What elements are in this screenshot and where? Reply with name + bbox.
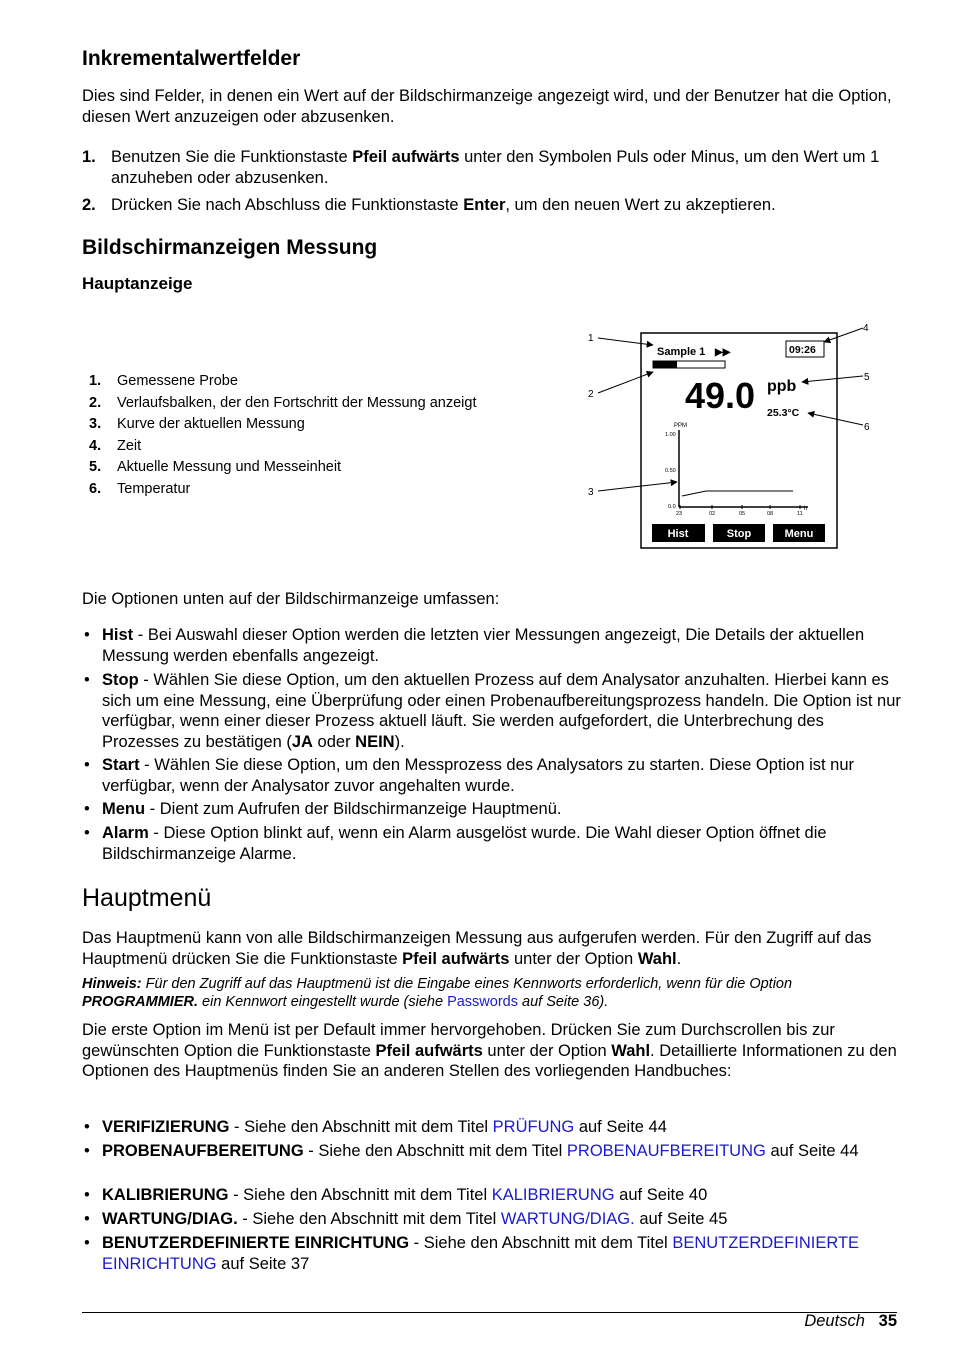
option-nein: NEIN [355, 732, 395, 751]
step-text: unter den Symbolen Puls oder Minus, um den Wert um 1 anzuheben oder abzusenken. [111, 148, 880, 187]
section-title-main-menu: Hauptmenü [82, 884, 212, 912]
x-tick-label: 23 [676, 511, 683, 517]
step-number: 1. [82, 148, 96, 166]
option-text: - Bei Auswahl dieser Option werden die letzten vier Messungen angezeigt, Die Details der aktuellen Messung werden ebenfalls angezeigt. [102, 626, 865, 665]
menu-item-probenaufbereitung: • PROBENAUFBEREITUNG - Siehe den Abschnitt mit dem Titel PROBENAUFBEREITUNG auf Seite 44 [84, 1142, 859, 1160]
device-screen-figure [583, 318, 878, 554]
page-number: 35 [878, 1312, 897, 1330]
options-intro: Die Optionen unten auf der Bildschirmanzeige umfassen: [82, 590, 500, 608]
softkey-menu-label: Menu [784, 528, 814, 540]
main-menu-intro: Das Hauptmenü kann von alle Bildschirmanzeigen Messung aus aufgerufen werden. Für den Zugriff auf das Hauptmenü drücken Sie die Funktionstaste Pfeil aufwärts unter der Option Wahl. [82, 929, 872, 968]
measurement-value: 49.0 [685, 375, 756, 416]
step-text: Benutzen Sie die Funktionstaste [111, 148, 353, 166]
y-tick-label: 0.0 [668, 504, 676, 510]
note: Hinweis: Für den Zugriff auf das Hauptmenü ist die Eingabe eines Kennworts erforderlich, wenn für die Option PROGRAMMIER. ein Kennwort eingestellt wurde (siehe Passwords auf Seite 36). [82, 976, 793, 1010]
x-tick-label: 11 [797, 511, 803, 517]
option-start: • Start - Wählen Sie diese Option, um den Messprozess des Analysators zu starten. Diese Option ist nur verfügbar, wenn der Analysator zuvor angehalten wurde. [84, 756, 855, 795]
callout-number: 4 [863, 323, 869, 334]
section-title-incremental: Inkrementalwertfelder [82, 47, 301, 70]
option-text: - Wählen Sie diese Option, um den aktuellen Prozess auf dem Analysator anzuhalten. Hierbei kann es sich um eine Messung, eine Überprüfung oder einen Probenaufbereitungsprozess handeln. Die Option ist nur verfügbar, wenn einer dieser Prozess aktuell läuft. Sie werden aufgefordert, die Unterbrechung des Prozesses zu bestätigen ( [102, 671, 901, 751]
option-name: Alarm [102, 824, 149, 842]
page-footer [804, 1312, 897, 1331]
callout-number: 5 [864, 372, 870, 383]
option-text: - Dient zum Aufrufen der Bildschirmanzeige Hauptmenü. [145, 800, 562, 818]
option-menu: • Menu - Dient zum Aufrufen der Bildschirmanzeige Hauptmenü. [84, 800, 562, 818]
option-text: - Diese Option blinkt auf, wenn ein Alarm ausgelöst wurde. Die Wahl dieser Option öffnet die Bildschirmanzeige Alarme. [102, 824, 827, 863]
legend-item: 3. Kurve der aktuellen Messung [89, 416, 305, 433]
progress-fill [653, 361, 677, 368]
menu-item-wartung: • WARTUNG/DIAG. - Siehe den Abschnitt mit dem Titel WARTUNG/DIAG. auf Seite 45 [84, 1210, 728, 1228]
x-tick-label: 02 [709, 511, 716, 517]
x-tick-label: 08 [767, 511, 774, 517]
callout-number: 6 [864, 422, 870, 433]
x-unit-label: h [804, 506, 808, 512]
section-title-measurement: Bildschirmanzeigen Messung [82, 236, 378, 259]
subsection-title-main-display: Hauptanzeige [82, 274, 193, 293]
menu-item-einrichtung: • BENUTZERDEFINIERTE EINRICHTUNG - Siehe den Abschnitt mit dem Titel BENUTZERDEFINIERTE EINRICHTUNG auf Seite 37 [84, 1234, 860, 1273]
y-tick-label: 0.50 [665, 468, 676, 474]
footer-rule [82, 1312, 897, 1313]
option-text: oder [312, 732, 356, 751]
callout-number: 1 [588, 333, 594, 344]
menu-item-kalibrierung: • KALIBRIERUNG - Siehe den Abschnitt mit dem Titel KALIBRIERUNG auf Seite 40 [84, 1186, 708, 1204]
legend-item: 5. Aktuelle Messung und Messeinheit [89, 459, 342, 476]
main-menu-paragraph: Die erste Option im Menü ist per Default immer hervorgehoben. Drücken Sie zum Durchscrollen bis zur gewünschten Option die Funktionstaste Pfeil aufwärts unter der Option Wahl. Detaillierte Informationen zu den Optionen des Hauptmenüs finden Sie an anderen Stellen des vorliegenden Handbuches: [82, 1021, 897, 1080]
measurement-unit: ppb [767, 378, 797, 395]
x-tick-label: 05 [739, 511, 746, 517]
step-key: Enter [463, 196, 506, 214]
section-link[interactable]: PRÜFUNG [492, 1118, 575, 1136]
option-stop: • Stop - Wählen Sie diese Option, um den aktuellen Prozess auf dem Analysator anzuhalten. Hierbei kann es sich um eine Messung, eine Überprüfung oder einen Probenaufbereitungsprozess handeln. Die Option ist nur verfügbar, wenn einer dieser Prozess aktuell läuft. Sie werden aufgefordert, die Unterbrechung des Prozesses zu bestätigen (JA oder NEIN). [84, 671, 901, 751]
section-link[interactable]: BENUTZERDEFINIERTE EINRICHTUNG [102, 1234, 860, 1273]
option-hist: • Hist - Bei Auswahl dieser Option werden die letzten vier Messungen angezeigt, Die Details der aktuellen Messung werden ebenfalls angezeigt. [84, 626, 865, 665]
footer-language: Deutsch [804, 1312, 865, 1330]
section-link[interactable]: WARTUNG/DIAG. [500, 1210, 635, 1228]
section-link[interactable]: KALIBRIERUNG [491, 1186, 615, 1204]
legend-item: 1. Gemessene Probe [89, 373, 238, 389]
step-1 [82, 147, 902, 188]
legend-item: 2. Verlaufsbalken, der den Fortschritt der Messung anzeigt [89, 394, 477, 411]
step-text: Drücken Sie nach Abschluss die Funktionstaste [111, 196, 464, 214]
option-name: Stop [102, 671, 139, 689]
option-ja: JA [291, 732, 313, 751]
passwords-link[interactable]: Passwords [447, 994, 518, 1010]
callout-number: 2 [588, 389, 594, 400]
step-key: Pfeil aufwärts [352, 148, 460, 166]
option-name: Hist [102, 626, 134, 644]
y-tick-label: 1.00 [665, 432, 676, 438]
note-label: Hinweis: [82, 976, 142, 992]
time-display: 09:26 [789, 344, 816, 356]
step-text: , um den neuen Wert zu akzeptieren. [505, 196, 776, 214]
y-axis-label: PPM [674, 423, 688, 429]
softkey-stop-label: Stop [726, 528, 752, 540]
option-text: ). [394, 732, 405, 751]
option-name: Start [102, 756, 140, 774]
figure-legend [89, 371, 476, 501]
step-number: 2. [82, 196, 96, 214]
option-name: Menu [102, 800, 146, 818]
fast-forward-icon: ▶▶ [715, 347, 731, 358]
legend-item: 4. Zeit [89, 437, 142, 454]
section-link[interactable]: PROBENAUFBEREITUNG [566, 1142, 766, 1160]
option-alarm: • Alarm - Diese Option blinkt auf, wenn ein Alarm ausgelöst wurde. Die Wahl dieser Option öffnet die Bildschirmanzeige Alarme. [84, 824, 827, 863]
temperature-display: 25.3°C [767, 407, 800, 419]
option-text: - Wählen Sie diese Option, um den Messprozess des Analysators zu starten. Diese Option ist nur verfügbar, wenn der Analysator zuvor angehalten wurde. [102, 756, 855, 795]
softkey-hist-label: Hist [667, 528, 689, 540]
menu-item-verifizierung: • VERIFIZIERUNG - Siehe den Abschnitt mit dem Titel PRÜFUNG auf Seite 44 [84, 1118, 667, 1136]
callout-number: 3 [588, 487, 594, 498]
step-2 [82, 195, 902, 216]
incremental-intro: Dies sind Felder, in denen ein Wert auf der Bildschirmanzeige angezeigt wird, und der Benutzer hat die Option, diesen Wert anzuzeigen oder abzusenken. [82, 87, 892, 126]
legend-item: 6. Temperatur [89, 480, 191, 497]
sample-label: Sample 1 [657, 346, 706, 358]
